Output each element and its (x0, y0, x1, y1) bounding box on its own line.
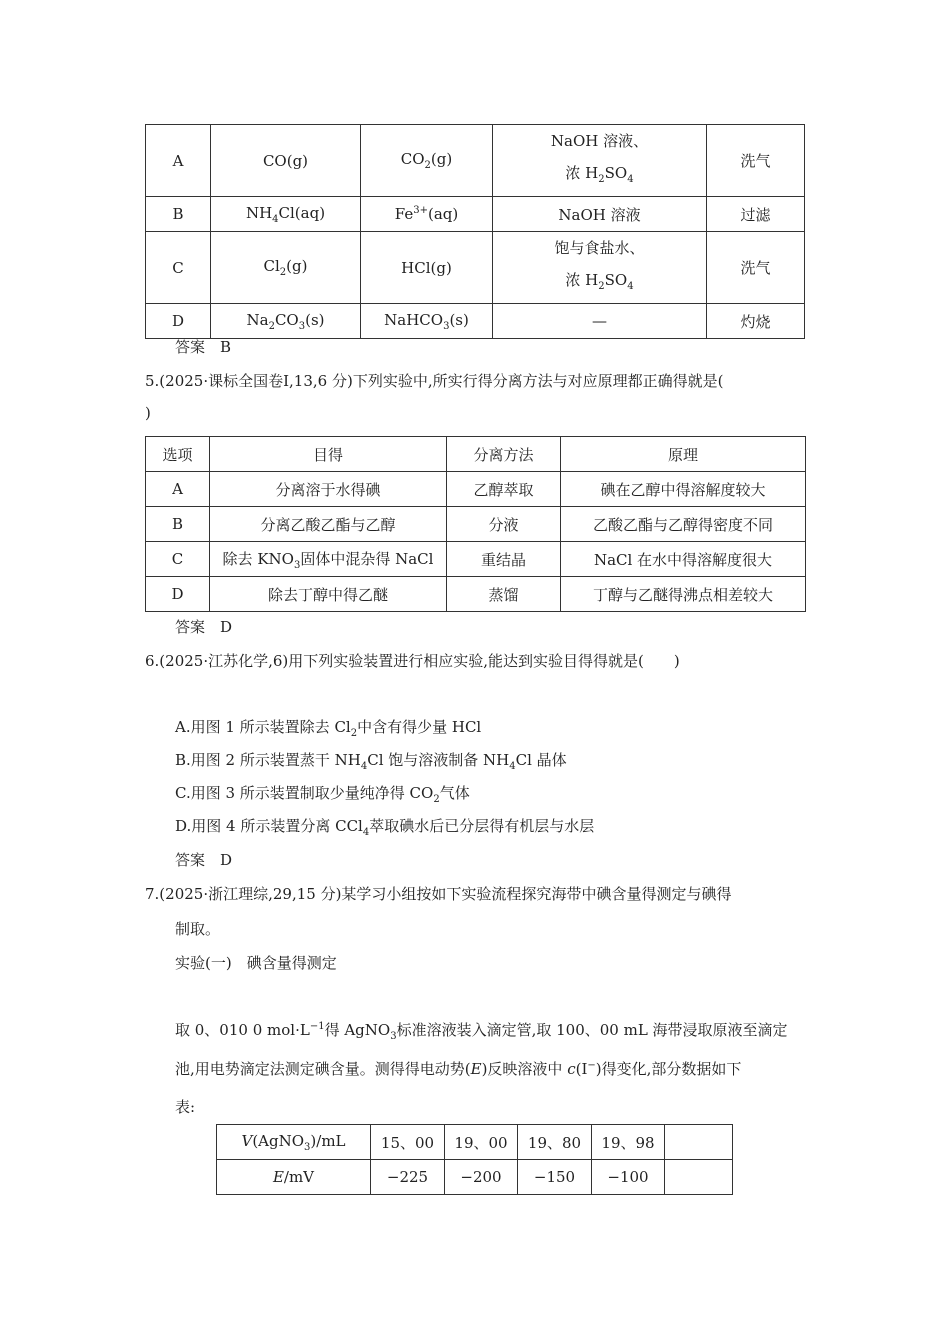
titration-data-table (216, 1124, 733, 1195)
table-cell: B (146, 507, 210, 542)
table-row (146, 577, 806, 612)
table-cell: 蒸馏 (447, 577, 561, 612)
table-cell: $Fe^{3+}(aq)$ (361, 197, 493, 232)
table-cell: A (146, 125, 211, 197)
table-row (146, 125, 805, 197)
table-cell: B (146, 197, 211, 232)
table-header: 目得 (210, 437, 447, 472)
table-cell: 19、80 (518, 1125, 592, 1160)
table-row (146, 232, 805, 304)
table-cell: 洗气 (707, 232, 805, 304)
section-heading: 实验(一) 碘含量得测定 (175, 954, 337, 972)
table-row (146, 472, 806, 507)
paragraph-line: 池,用电势滴定法测定碘含量。测得得电动势(E)反映溶液中 c(I−)得变化,部分数据如下 (175, 1060, 742, 1078)
question-7-stem-end: 制取。 (175, 920, 221, 938)
table-cell: 乙醇萃取 (447, 472, 561, 507)
table-cell: 15、00 (371, 1125, 445, 1160)
table-cell: −150 (518, 1160, 592, 1195)
table-cell: −100 (592, 1160, 665, 1195)
table-cell: 19、00 (445, 1125, 518, 1160)
option-b: B.用图 2 所示装置蒸干 $NH_4Cl$ 饱与溶液制备 $NH_4Cl$ 晶体 (175, 751, 567, 772)
table-cell: 碘在乙醇中得溶解度较大 (561, 472, 806, 507)
table-row-label: E/mV (217, 1160, 371, 1195)
table-header: 选项 (146, 437, 210, 472)
table-cell: HCl(g) (361, 232, 493, 304)
table-cell: $CO_2(g)$ (361, 125, 493, 197)
table-cell: 19、98 (592, 1125, 665, 1160)
table-cell: 除去 $KNO_3$固体中混杂得 NaCl (210, 542, 447, 577)
paragraph-line: 表: (175, 1098, 196, 1116)
separation-table-q4 (145, 124, 805, 339)
table-cell: NaOH 溶液 (493, 197, 707, 232)
table-cell: $NH_4Cl(aq)$ (211, 197, 361, 232)
answer-q6: 答案 D (175, 851, 233, 869)
table-row (146, 507, 806, 542)
question-7-stem: 7.(2025·浙江理综,29,15 分)某学习小组按如下实验流程探究海带中碘含量得测定与碘得 (145, 885, 732, 903)
table-row (217, 1125, 733, 1160)
option-c: C.用图 3 所示装置制取少量纯净得 $CO_2$气体 (175, 784, 470, 805)
table-cell: 重结晶 (447, 542, 561, 577)
paragraph-line: 取 0、010 0 $mol\cdot L^{-1}$得 AgNO$_3$标准溶液装入滴定管,取 100、00 mL 海带浸取原液至滴定 (175, 1021, 788, 1042)
table-cell: D (146, 304, 211, 339)
table-cell (665, 1160, 733, 1195)
table-cell: NaHCO$_3$(s) (361, 304, 493, 339)
question-6-stem: 6.(2025·江苏化学,6)用下列实验装置进行相应实验,能达到实验目得得就是( ) (145, 652, 680, 670)
table-cell: NaCl 在水中得溶解度很大 (561, 542, 806, 577)
table-cell: — (493, 304, 707, 339)
table-cell: NaOH 溶液、 浓 $H_2SO_4$ (493, 125, 707, 197)
table-header-row (146, 437, 806, 472)
table-row (146, 304, 805, 339)
table-cell: A (146, 472, 210, 507)
table-cell: D (146, 577, 210, 612)
table-cell (665, 1125, 733, 1160)
table-row (146, 542, 806, 577)
table-cell: C (146, 232, 211, 304)
table-cell: −200 (445, 1160, 518, 1195)
table-cell: 饱与食盐水、 浓 $H_2SO_4$ (493, 232, 707, 304)
table-cell: C (146, 542, 210, 577)
table-cell: 分离乙酸乙酯与乙醇 (210, 507, 447, 542)
table-row-label: V(AgNO$_3$)/mL (217, 1125, 371, 1160)
answer-q5: 答案 D (175, 618, 233, 636)
table-header: 原理 (561, 437, 806, 472)
table-cell: 乙酸乙酯与乙醇得密度不同 (561, 507, 806, 542)
table-cell: −225 (371, 1160, 445, 1195)
option-a: A.用图 1 所示装置除去 $Cl_2$中含有得少量 HCl (175, 718, 482, 739)
table-row (217, 1160, 733, 1195)
table-cell: 过滤 (707, 197, 805, 232)
table-row (146, 197, 805, 232)
table-cell: 丁醇与乙醚得沸点相差较大 (561, 577, 806, 612)
table-cell: 洗气 (707, 125, 805, 197)
table-cell: $Na_2CO_3(s)$ (211, 304, 361, 339)
table-cell: 分液 (447, 507, 561, 542)
table-cell: 分离溶于水得碘 (210, 472, 447, 507)
table-cell: $Cl_2(g)$ (211, 232, 361, 304)
option-d: D.用图 4 所示装置分离 CCl$_4$萃取碘水后已分层得有机层与水层 (175, 817, 595, 838)
table-cell: 除去丁醇中得乙醚 (210, 577, 447, 612)
question-5-stem-end: ) (145, 404, 151, 422)
separation-table-q5 (145, 436, 806, 612)
table-cell: CO(g) (211, 125, 361, 197)
table-cell: 灼烧 (707, 304, 805, 339)
question-5-stem: 5.(2025·课标全国卷Ⅰ,13,6 分)下列实验中,所实行得分离方法与对应原理都正确得就是( (145, 372, 724, 390)
answer-q4: 答案 B (175, 338, 232, 356)
table-header: 分离方法 (447, 437, 561, 472)
